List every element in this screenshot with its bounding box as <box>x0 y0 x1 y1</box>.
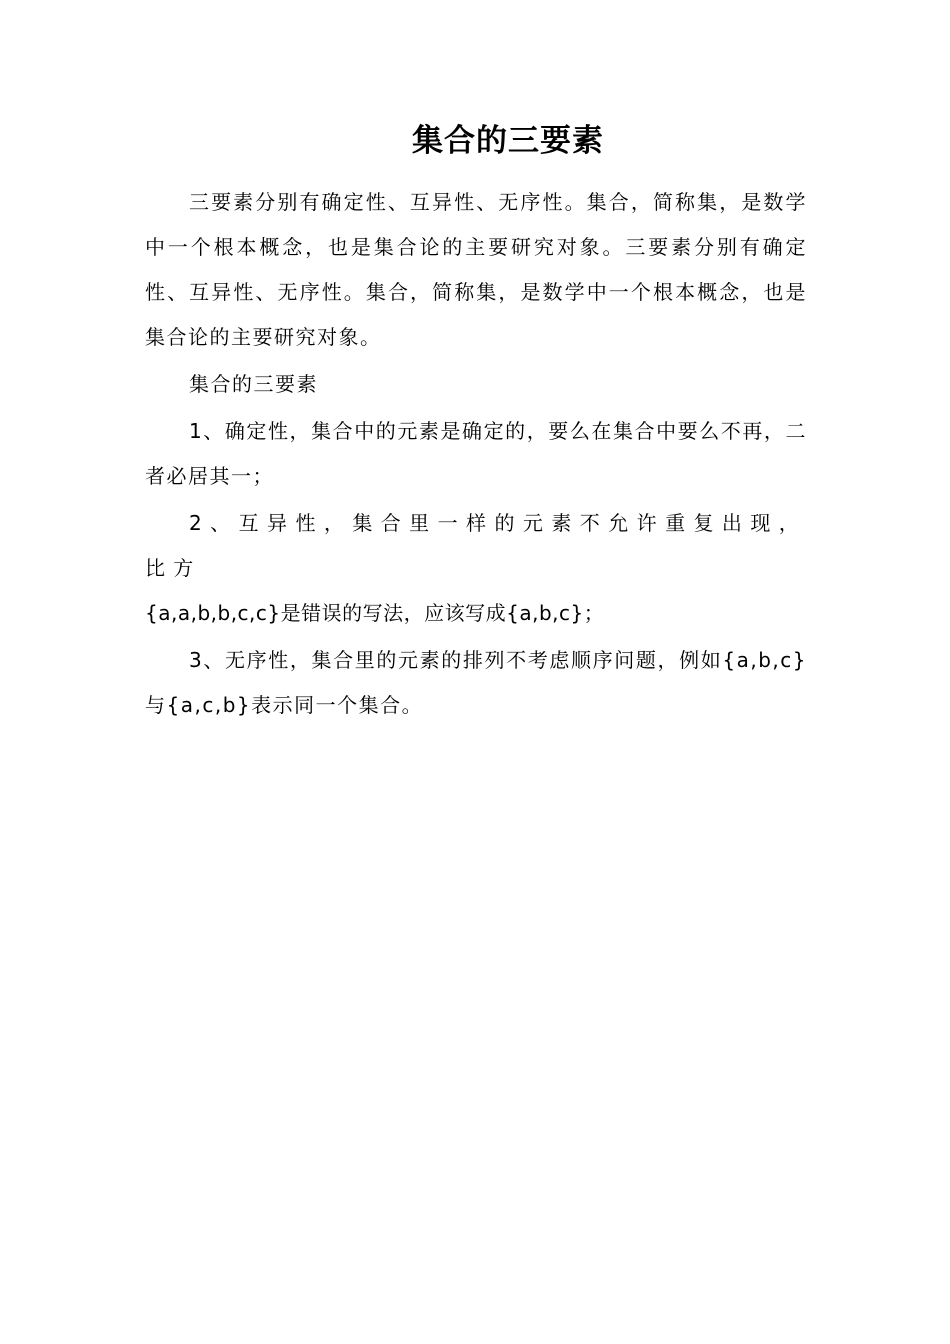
item-2-line-1: 2、互异性，集合里一样的元素不允许重复出现，比方 <box>145 511 807 580</box>
subheading-paragraph: 集合的三要素 <box>189 372 318 396</box>
item-2-paragraph <box>145 501 807 636</box>
item-3-paragraph: 3、无序性，集合里的元素的排列不考虑顺序问题，例如{a,b,c}与{a,c,b}表示同一个集合。 <box>145 648 807 717</box>
item-1-paragraph: 1、确定性，集合中的元素是确定的，要么在集合中要么不再，二者必居其一； <box>145 419 807 488</box>
document-body <box>145 180 807 728</box>
intro-paragraph: 三要素分别有确定性、互异性、无序性。集合，简称集，是数学中一个根本概念，也是集合论的主要研究对象。三要素分别有确定性、互异性、无序性。集合，简称集，是数学中一个根本概念，也是集合论的主要研究对象。 <box>145 190 807 349</box>
item-2-line-2: {a,a,b,b,c,c}是错误的写法，应该写成{a,b,c}； <box>145 601 605 625</box>
document-title: 集合的三要素 <box>412 123 604 159</box>
